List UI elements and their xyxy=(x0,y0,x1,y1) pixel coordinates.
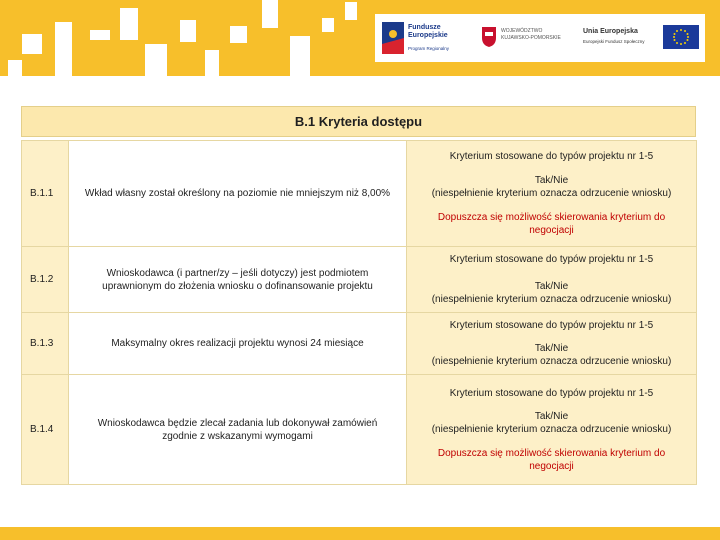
decor-block xyxy=(90,30,110,40)
verdict-text: Tak/Nie xyxy=(534,343,569,354)
table-row xyxy=(22,247,697,313)
region-text xyxy=(501,28,561,42)
table-row xyxy=(22,141,697,247)
criterion-description: Wkład własny został określony na poziomie nie mniejszym niż 8,00% xyxy=(69,141,407,247)
criterion-id: B.1.4 xyxy=(22,375,69,485)
criterion-description: Wnioskodawca (i partner/zy – jeśli dotyczy) jest podmiotem uprawnionym do złożenia wniosku o dofinansowanie projektu xyxy=(69,247,407,313)
decor-block xyxy=(262,0,278,28)
criterion-description: Wnioskodawca będzie zlecał zadania lub dokonywał zamówień zgodnie z wskazanymi wymogami xyxy=(69,375,407,485)
top-banner xyxy=(0,0,720,76)
region-crest-icon xyxy=(481,26,497,48)
verdict-text: Tak/Nie xyxy=(534,410,569,422)
decor-block xyxy=(345,2,357,20)
region-line2: KUJAWSKO-POMORSKIE xyxy=(501,35,561,41)
decor-block xyxy=(180,20,196,42)
fe-logo-line1: Fundusze xyxy=(408,24,441,31)
logo-strip xyxy=(375,14,705,62)
criterion-assessment xyxy=(407,247,697,313)
fe-logo-line2: Europejskie xyxy=(408,32,448,39)
bottom-banner xyxy=(0,527,720,540)
decor-block xyxy=(205,50,219,76)
eu-sub: Europejski Fundusz Społeczny xyxy=(583,39,645,44)
verdict-note: (niespełnienie kryterium oznacza odrzucenie wniosku) xyxy=(431,423,672,435)
criterion-description: Maksymalny okres realizacji projektu wynosi 24 miesiące xyxy=(69,313,407,375)
decor-block xyxy=(145,44,167,76)
table-row xyxy=(22,313,697,375)
section-title: B.1 Kryteria dostępu xyxy=(21,106,696,137)
criterion-id: B.1.3 xyxy=(22,313,69,375)
negotiation-note: Dopuszcza się możliwość skierowania kryterium do negocjacji xyxy=(437,212,666,236)
eu-title: Unia Europejska xyxy=(583,28,638,35)
verdict-note: (niespełnienie kryterium oznacza odrzucenie wniosku) xyxy=(431,188,672,199)
applies-text: Kryterium stosowane do typów projektu nr 1-5 xyxy=(449,254,654,265)
table-row xyxy=(22,375,697,485)
fe-logo-sub: Program Regionalny xyxy=(408,46,450,51)
verdict-text: Tak/Nie xyxy=(534,175,569,186)
fe-logo-text xyxy=(408,24,448,40)
verdict-text: Tak/Nie xyxy=(534,281,569,292)
decor-block xyxy=(322,18,334,32)
criterion-id: B.1.1 xyxy=(22,141,69,247)
decor-block xyxy=(230,26,247,43)
criterion-assessment xyxy=(407,375,697,485)
kujawsko-pomorskie-logo xyxy=(481,24,573,52)
decor-block xyxy=(22,34,42,54)
criterion-id: B.1.2 xyxy=(22,247,69,313)
decor-block xyxy=(120,8,138,40)
fe-star-flag-icon xyxy=(382,22,404,54)
decor-block xyxy=(8,60,22,76)
verdict-note: (niespełnienie kryterium oznacza odrzucenie wniosku) xyxy=(431,294,672,305)
fundusze-europejskie-logo xyxy=(382,22,472,56)
criterion-assessment xyxy=(407,313,697,375)
applies-text: Kryterium stosowane do typów projektu nr 1-5 xyxy=(449,387,654,399)
eu-flag-icon xyxy=(663,25,699,49)
applies-text: Kryterium stosowane do typów projektu nr 1-5 xyxy=(449,320,654,331)
decor-block xyxy=(290,36,310,76)
criterion-assessment xyxy=(407,141,697,247)
region-line1: WOJEWÓDZTWO xyxy=(501,28,543,34)
negotiation-note: Dopuszcza się możliwość skierowania kryterium do negocjacji xyxy=(437,447,666,472)
decor-block xyxy=(55,22,72,76)
applies-text: Kryterium stosowane do typów projektu nr 1-5 xyxy=(449,151,654,162)
criteria-table xyxy=(21,140,697,485)
unia-europejska-logo xyxy=(583,22,701,56)
verdict-note: (niespełnienie kryterium oznacza odrzucenie wniosku) xyxy=(431,356,672,367)
